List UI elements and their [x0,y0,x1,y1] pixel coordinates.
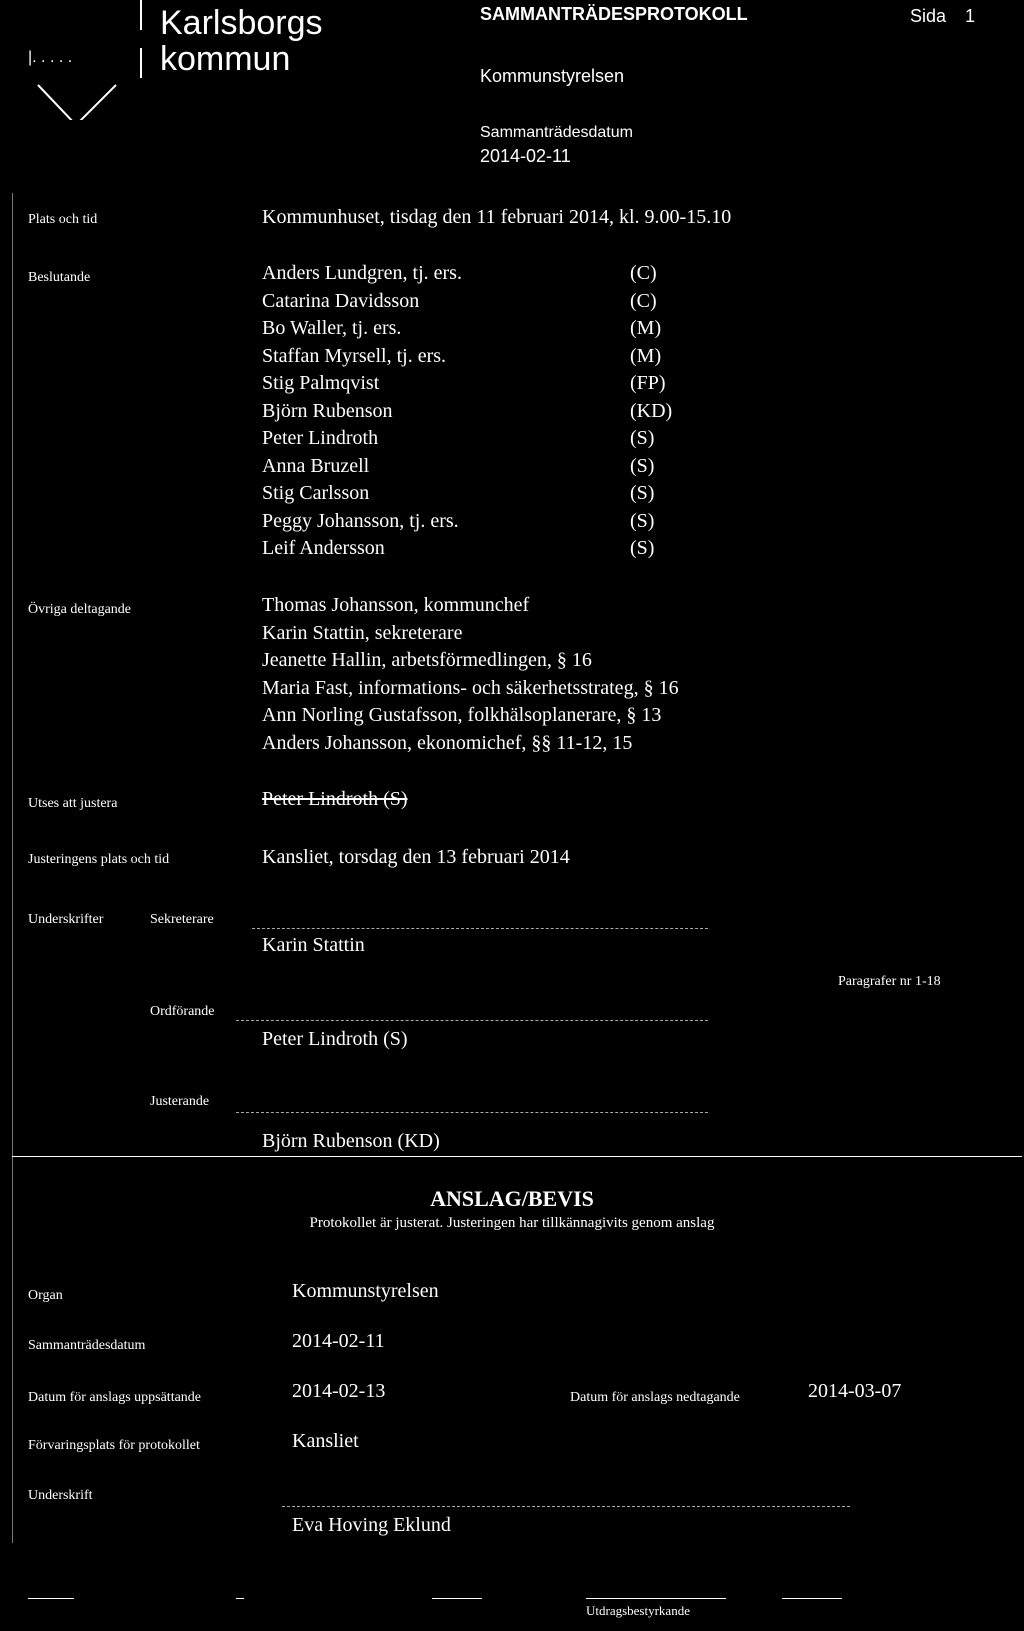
participant-row: Anders Johansson, ekonomichef, §§ 11-12, 15 [262,731,633,754]
storage-label: Förvaringsplats för protokollet [28,1438,200,1453]
deciding-row [262,398,722,426]
place-value: Kommunhuset, tisdag den 11 februari 2014, kl. 9.00-15.10 [262,206,732,228]
member-party: (M) [630,317,662,339]
footer-line-3 [432,1598,482,1599]
deciding-row [262,288,722,316]
posted-date-value: 2014-02-13 [292,1380,386,1402]
signatures-label: Underskrifter [28,912,104,927]
header-date-label: Sammanträdesdatum [480,124,633,141]
secretary-name: Karin Stattin [262,934,365,956]
member-name: Stig Carlsson [262,482,370,504]
member-name: Staffan Myrsell, tj. ers. [262,344,447,367]
deciding-list [262,260,722,563]
municipality-logo [28,0,148,120]
participant-row: Ann Norling Gustafsson, folkhälsoplanerare, § 13 [262,704,662,726]
deciding-row [262,508,722,536]
posted-date-label: Datum för anslags uppsättande [28,1390,202,1405]
member-name: Catarina Davidsson [262,289,420,312]
member-party: (S) [630,509,655,532]
footer-line-4 [586,1598,726,1599]
footer-line-2 [236,1598,244,1599]
notice-subtitle: Protokollet är justerat. Justeringen har tillkännagivits genom anslag [309,1215,715,1231]
member-party: (C) [630,262,657,284]
deciding-row [262,315,722,343]
chair-label: Ordförande [150,1004,215,1019]
deciding-row [262,425,722,453]
footer-line-1 [28,1598,74,1599]
deciding-row [262,480,722,508]
secretary-label: Sekreterare [150,912,214,927]
member-party: (S) [630,427,655,449]
chair-name: Peter Lindroth (S) [262,1028,408,1050]
notice-signer-name: Eva Hoving Eklund [292,1514,451,1536]
member-party: (S) [630,454,655,477]
secretary-signature-line [252,928,708,929]
member-party: (S) [630,537,655,559]
meeting-date-label: Sammanträdesdatum [28,1338,146,1353]
paragraphs-range: Paragrafer nr 1-18 [838,974,941,989]
municipality-name-line2: kommun [160,40,291,78]
adjuster-value: Peter Lindroth (S) [262,788,408,810]
participant-row: Maria Fast, informations- och säkerhetsstrateg, § 16 [262,676,679,699]
member-party: (C) [630,289,657,312]
justerande-label: Justerande [150,1094,210,1109]
meeting-date-value: 2014-02-11 [292,1330,385,1352]
deciding-row [262,260,722,288]
member-name: Leif Andersson [262,537,385,559]
participant-row: Jeanette Hallin, arbetsförmedlingen, § 16 [262,649,592,671]
municipality-name-line1: Karlsborgs [160,4,323,42]
section-divider [12,1156,1022,1157]
deciding-row [262,535,722,563]
organ-label: Organ [28,1288,63,1303]
organ-value: Kommunstyrelsen [292,1280,439,1302]
deciding-row [262,370,722,398]
adjust-place-value: Kansliet, torsdag den 13 februari 2014 [262,846,570,868]
justerande-signature-line [236,1112,708,1113]
deciding-row [262,343,722,371]
member-name: Peggy Johansson, tj. ers. [262,509,459,532]
header-organ: Kommunstyrelsen [480,66,625,86]
footer-line-5 [782,1598,842,1599]
deciding-row [262,453,722,481]
member-party: (S) [630,482,655,504]
footer-certification: Utdragsbestyrkande [586,1603,690,1618]
justerande-name: Björn Rubenson (KD) [262,1130,440,1152]
removed-date-label: Datum för anslags nedtagande [570,1390,740,1405]
notice-signature-line [282,1506,850,1507]
others-list [262,592,679,757]
member-party: (KD) [630,399,673,422]
notice-title: ANSLAG/BEVIS [430,1186,594,1211]
member-name: Björn Rubenson [262,399,393,422]
participant-row: Karin Stattin, sekreterare [262,621,463,644]
participant-row: Thomas Johansson, kommunchef [262,594,530,616]
document-type: SAMMANTRÄDESPROTOKOLL [480,4,748,24]
member-name: Bo Waller, tj. ers. [262,317,402,339]
storage-value: Kansliet [292,1430,359,1452]
logo-shield-shape [38,85,116,120]
removed-date-value: 2014-03-07 [808,1380,902,1402]
left-border [12,193,13,1543]
deciding-label: Beslutande [28,270,91,285]
adjust-place-label: Justeringens plats och tid [28,852,170,867]
member-name: Peter Lindroth [262,427,379,449]
adjuster-label: Utses att justera [28,796,118,811]
chair-signature-line [236,1020,708,1021]
place-label: Plats och tid [28,212,98,227]
member-name: Anna Bruzell [262,454,370,477]
member-name: Stig Palmqvist [262,372,380,394]
others-label: Övriga deltagande [28,602,132,617]
logo-dots: |. . . . . [28,49,73,66]
member-party: (FP) [630,372,666,394]
member-name: Anders Lundgren, tj. ers. [262,262,462,284]
page-label-text: Sida [910,6,947,26]
page-number: 1 [965,6,976,26]
header-date: 2014-02-11 [480,146,571,166]
signature-label: Underskrift [28,1488,93,1503]
page-label [910,6,975,27]
member-party: (M) [630,344,662,367]
